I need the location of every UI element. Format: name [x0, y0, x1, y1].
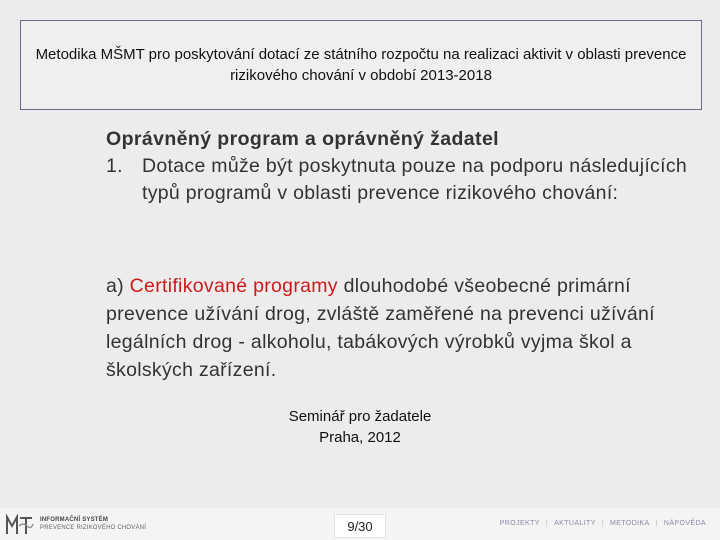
content-section [106, 126, 706, 207]
nav-separator: | [601, 520, 605, 527]
logo-line-1: INFORMAČNÍ SYSTÉM [40, 517, 109, 523]
nav-projekty[interactable]: PROJEKTY [499, 520, 540, 527]
nav-separator: | [655, 520, 658, 527]
footer-bar [0, 508, 720, 540]
nav-napoveda[interactable]: NÁPOVĚDA [663, 520, 706, 527]
section-heading: Oprávněný program a oprávněný žadatel [106, 128, 500, 150]
para-rest: dlouhodobé všeobecné primární prevence užívání drog, zvláště zaměřené na prevenci užívání legálních drog - alkoholu, tabákových výrobků vyjma škol a školských zařízení. [106, 275, 655, 381]
footer-nav [494, 520, 712, 527]
point-number: 1. [106, 155, 123, 177]
logo-text [40, 516, 146, 532]
point-text: Dotace může být poskytnuta pouze na podporu následujících typů programů v oblasti prevence rizikového chování: [142, 155, 688, 204]
seminar-line-1: Seminář pro žadatele [288, 408, 432, 425]
nav-aktuality[interactable]: AKTUALITY [554, 520, 596, 527]
page-number: 9/30 [334, 514, 386, 538]
para-prefix: a) [106, 275, 130, 297]
program-paragraph [106, 272, 706, 384]
seminar-note [0, 406, 720, 448]
header-box [20, 20, 702, 110]
para-highlight: Certifikované programy [129, 275, 338, 297]
document-title: Metodika MŠMT pro poskytování dotací ze státního rozpočtu na realizaci aktivit v oblasti prevence rizikového chování v období 2013-2018 [35, 46, 687, 84]
nav-metodika[interactable]: METODIKA [610, 520, 650, 527]
numbered-point [106, 153, 706, 207]
seminar-line-2: Praha, 2012 [319, 429, 401, 446]
msmt-logo-icon [6, 514, 34, 536]
nav-separator: | [545, 520, 549, 527]
logo-line-2: PREVENCE RIZIKOVÉHO CHOVÁNÍ [40, 525, 147, 531]
